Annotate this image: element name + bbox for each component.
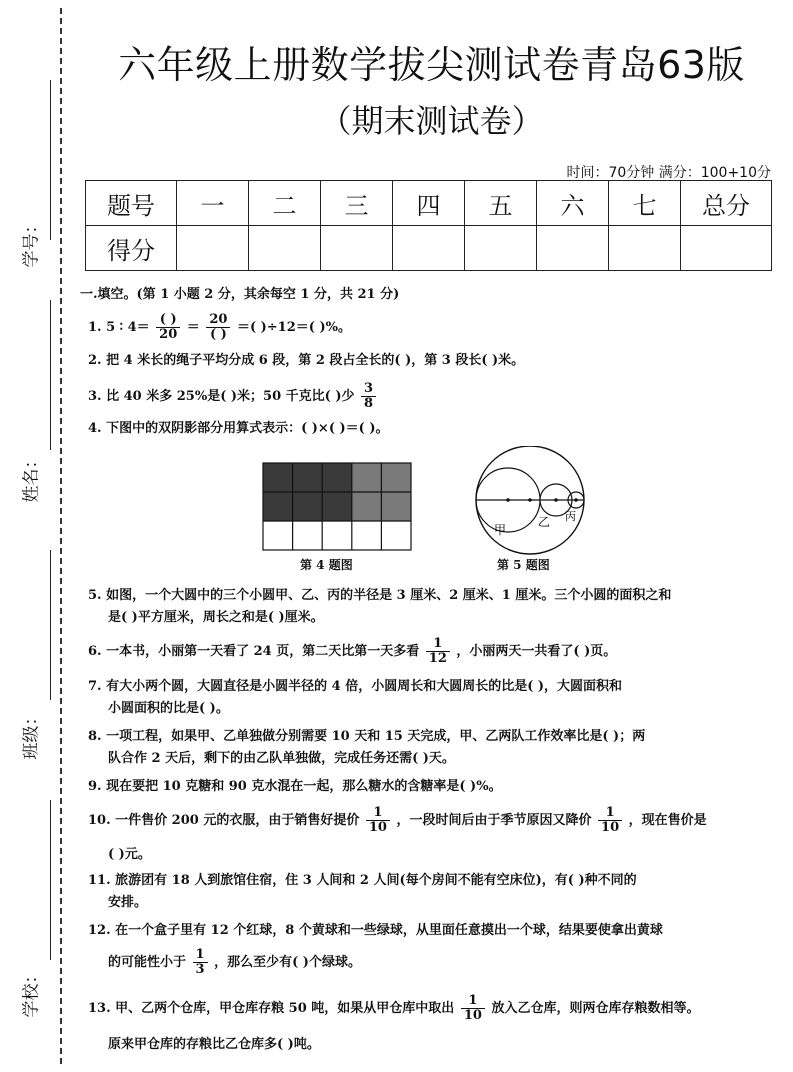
question-9: 9. 现在要把 10 克糖和 90 克水混在一起，那么糖水的含糖率是( )%。 xyxy=(88,779,502,794)
header-cell: 题号 xyxy=(86,181,177,226)
question-3 xyxy=(88,382,768,411)
score-cell[interactable] xyxy=(249,226,321,271)
time-info: 时间：70分钟 满分：100+10分 xyxy=(566,165,771,181)
question-1: 1. 5 ∶ 4＝ $\frac{( )}{20}$ ＝ $\frac{20}{( )}$ ＝( )÷12＝( )%。 xyxy=(88,312,351,342)
q1-fraction-1: $\frac{( )}{20}$ xyxy=(156,313,180,342)
question-10: 10. 一件售价 200 元的衣服，由于销售好提价 $\frac{1}{10}$ ，一段时间后由于季节原因又降价 $\frac{1}{10}$ ，现在售价是 xyxy=(88,805,707,835)
q13-fraction: $\frac{1}{10}$ xyxy=(461,994,485,1023)
question-5-line-2: 是( )平方厘米，周长之和是( )厘米。 xyxy=(108,610,324,625)
score-cell[interactable] xyxy=(177,226,249,271)
header-cell: 四 xyxy=(393,181,465,226)
header-cell: 一 xyxy=(177,181,249,226)
header-cell: 二 xyxy=(249,181,321,226)
q3-text: 3. 比 40 米多 25%是( )米；50 千克比( )少 xyxy=(88,389,355,404)
row-label: 得分 xyxy=(86,226,177,271)
field-rule xyxy=(50,300,51,450)
score-table-header-row xyxy=(86,181,772,226)
question-13-line-1: 13. 甲、乙两个仓库，甲仓库存粮 50 吨，如果从甲仓库中取出 $\frac{1}{10}$ 放入乙仓库，则两仓库存粮数相等。 xyxy=(88,993,700,1023)
question-8-line-2: 队合作 2 天后，剩下的由乙队单独做，完成任务还需( )天。 xyxy=(108,751,455,766)
question-2: 2. 把 4 米长的绳子平均分成 6 段，第 2 段占全长的( )，第 3 段长( )米。 xyxy=(88,353,525,368)
field-label: 姓名： xyxy=(21,451,42,503)
class-field[interactable] xyxy=(14,550,54,770)
q10-fraction-1: $\frac{1}{10}$ xyxy=(366,806,390,835)
grid-cells xyxy=(263,463,411,550)
question-7-line-1: 7. 有大小两个圆，大圆直径是小圆半径的 4 倍，小圆周长和大圆周长的比是( )，大圆面积和 xyxy=(88,679,623,694)
question-5-line-1: 5. 如图，一个大圆中的三个小圆甲、乙、丙的半径是 3 厘米、2 厘米、1 厘米。三个小圆的面积之和 xyxy=(88,588,672,603)
header-cell: 三 xyxy=(321,181,393,226)
field-rule xyxy=(50,800,51,960)
section-title: 一.填空。(第 1 小题 2 分，其余每空 1 分，共 21 分) xyxy=(80,287,400,302)
score-cell[interactable] xyxy=(681,226,772,271)
header-cell: 五 xyxy=(465,181,537,226)
field-rule xyxy=(50,550,51,700)
cut-line xyxy=(60,8,62,1064)
q6-fraction: $\frac{1}{12}$ xyxy=(426,637,450,666)
question-11-line-1: 11. 旅游团有 18 人到旅馆住宿，住 3 人间和 2 人间(每个房间不能有空床位)，有( )种不同的 xyxy=(88,873,637,888)
field-label: 班级： xyxy=(21,708,42,760)
question-11-line-2: 安排。 xyxy=(108,895,148,910)
question-10-line-2: ( )元。 xyxy=(108,847,151,862)
student-id-field[interactable] xyxy=(14,60,54,268)
question-4: 4. 下图中的双阴影部分用算式表示：( )×( )＝( )。 xyxy=(88,421,389,436)
q12-fraction: $\frac{1}{3}$ xyxy=(193,948,208,977)
label-bing: 丙 xyxy=(565,510,576,523)
q1-fraction-2: $\frac{20}{( )}$ xyxy=(206,313,230,342)
question-12-line-2: 的可能性小于 $\frac{1}{3}$ ，那么至少有( )个绿球。 xyxy=(108,947,361,977)
label-jia: 甲 xyxy=(494,523,507,537)
q1-text-end: ＝( )÷12＝( )%。 xyxy=(236,320,351,335)
question-8-line-1: 8. 一项工程，如果甲、乙单独做分别需要 10 天和 15 天完成，甲、乙两队工作效率比是( )；两 xyxy=(88,729,646,744)
score-cell[interactable] xyxy=(393,226,465,271)
question-12-line-1: 12. 在一个盒子里有 12 个红球，8 个黄球和一些绿球，从里面任意摸出一个球，结果要使拿出黄球 xyxy=(88,923,663,938)
school-field[interactable] xyxy=(14,800,54,1030)
student-name-field[interactable] xyxy=(14,300,54,520)
question-6: 6. 一本书，小丽第一天看了 24 页，第二天比第一天多看 $\frac{1}{12}$ ，小丽两天一共看了( )页。 xyxy=(88,636,617,666)
field-rule xyxy=(50,80,51,240)
page-title: 六年级上册数学拔尖测试卷青岛63版 xyxy=(118,43,745,87)
figure-4-caption: 第 4 题图 xyxy=(300,558,353,572)
score-cell[interactable] xyxy=(321,226,393,271)
question-7-line-2: 小圆面积的比是( )。 xyxy=(108,701,229,716)
binding-margin xyxy=(0,0,72,1072)
header-cell: 七 xyxy=(609,181,681,226)
q3-fraction: $\frac{3}{8}$ xyxy=(361,382,376,411)
score-cell[interactable] xyxy=(465,226,537,271)
page-subtitle: （期末测试卷） xyxy=(319,102,544,140)
header-cell: 总分 xyxy=(681,181,772,226)
question-13-line-2: 原来甲仓库的存粮比乙仓库多( )吨。 xyxy=(108,1037,320,1052)
score-cell[interactable] xyxy=(609,226,681,271)
figure-4-grid xyxy=(262,462,412,552)
q1-text: 1. 5 ∶ 4＝ xyxy=(88,320,150,335)
field-label: 学校： xyxy=(21,966,42,1018)
figure-5-caption: 第 5 题图 xyxy=(497,558,550,572)
field-label: 学号： xyxy=(21,216,42,268)
score-table xyxy=(85,180,772,271)
q10-fraction-2: $\frac{1}{10}$ xyxy=(598,806,622,835)
score-table-score-row xyxy=(86,226,772,271)
figure-5-circles xyxy=(468,446,592,558)
score-cell[interactable] xyxy=(537,226,609,271)
header-cell: 六 xyxy=(537,181,609,226)
label-yi: 乙 xyxy=(538,515,551,529)
